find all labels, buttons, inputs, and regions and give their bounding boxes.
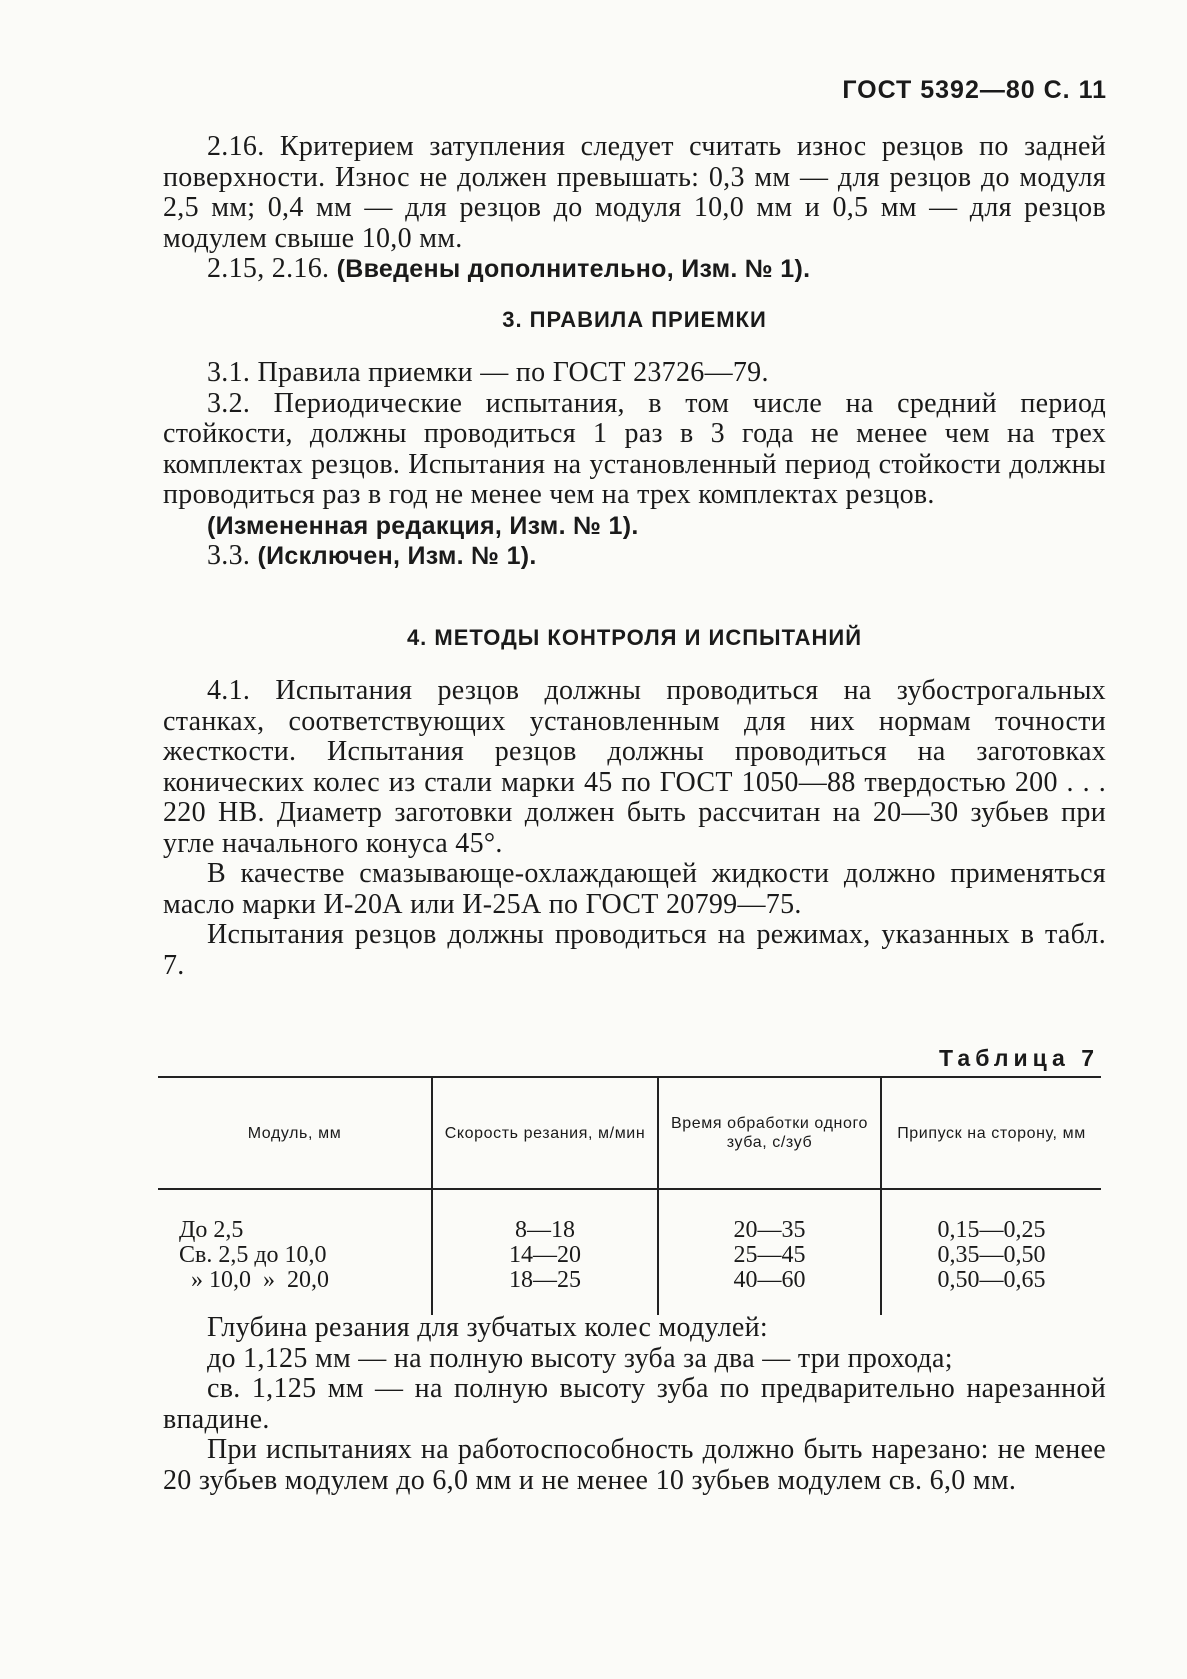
section-3-block <box>163 305 1106 336</box>
table-cell: 0,35—0,50 <box>937 1242 1046 1268</box>
paragraph-2-16: 2.16. Критерием затупления следует считать износ резцов по задней поверхности. Износ не должен превышать: 0,3 мм — для резцов до модуля 2,5 мм; 0,4 мм — для резцов до модуля 10,0 мм и 0,5 мм — для резцов модулем свыше 10,0 мм. <box>163 131 1106 254</box>
paragraph-depth-title: Глубина резания для зубчатых колес модулей: <box>207 1312 768 1343</box>
section-4-block <box>163 623 1106 654</box>
column-cutting-speed <box>431 1190 657 1315</box>
table-cell: 20—35 <box>733 1217 806 1243</box>
table-cell: 0,15—0,25 <box>937 1217 1046 1243</box>
header-allowance: Припуск на сторону, мм <box>880 1078 1101 1188</box>
amendment-note-3-2: (Измененная редакция, Изм. № 1). <box>207 511 639 540</box>
table-cell: До 2,5 <box>179 1217 244 1243</box>
paragraph-workability: При испытаниях на работоспособность должно быть нарезано: не менее 20 зубьев модулем до 6,0 мм и не менее 10 зубьев модулем св. 6,0 мм. <box>163 1434 1106 1496</box>
paragraph-test-modes: Испытания резцов должны проводиться на режимах, указанных в табл. 7. <box>163 919 1106 981</box>
paragraph-4-1: 4.1. Испытания резцов должны проводиться на зубострогальных станках, соответствующих установленным для них нормам точности жесткости. Испытания резцов должны проводиться на заготовках конических колес из стали марки 45 по ГОСТ 1050—88 твердостью 200 . . . 220 HB. Диаметр заготовки должен быть рассчитан на 20—30 зубьев при угле начального конуса 45°. <box>163 675 1106 859</box>
section-3-heading: 3. ПРАВИЛА ПРИЕМКИ <box>502 307 767 332</box>
paragraph-3-1: 3.1. Правила приемки — по ГОСТ 23726—79. <box>207 357 769 388</box>
paragraph-3-3: 3.3. (Исключен, Изм. № 1). <box>207 540 537 571</box>
amendment-note-2-15-2-16: 2.15, 2.16. (Введены дополнительно, Изм. № 1). <box>207 253 811 284</box>
header-module: Модуль, мм <box>247 1124 342 1142</box>
table-7-caption: Таблица 7 <box>938 1045 1099 1071</box>
amendment-note-bold: (Введены дополнительно, Изм. № 1). <box>336 255 811 283</box>
section-4-heading: 4. МЕТОДЫ КОНТРОЛЯ И ИСПЫТАНИЙ <box>406 625 863 650</box>
running-head: ГОСТ 5392—80 С. 11 <box>842 76 1107 104</box>
paragraph-depth-1: до 1,125 мм — на полную высоту зуба за два — три прохода; <box>207 1342 953 1374</box>
header-processing-time: Время обработки одного зуба, с/зуб <box>657 1078 880 1188</box>
table-cell: 8—18 <box>515 1217 575 1243</box>
section-4-content <box>163 676 1106 981</box>
column-module <box>158 1190 431 1315</box>
table-cell: 25—45 <box>733 1242 806 1268</box>
table-cell: Св. 2,5 до 10,0 <box>179 1242 327 1268</box>
table-body <box>158 1190 1101 1315</box>
table-header-row <box>158 1078 1101 1190</box>
table-cell: 18—25 <box>509 1267 581 1293</box>
table-cell: 14—20 <box>509 1242 581 1268</box>
paragraph-3-2: 3.2. Периодические испытания, в том числе на средний период стойкости, должны проводиться 1 раз в 3 года не менее чем на трех комплектах резцов. Испытания на установленный период стойкости должны проводиться раз в год не менее чем на трех комплектах резцов. <box>163 387 1106 510</box>
header-cutting-speed: Скорость резания, м/мин <box>431 1078 657 1188</box>
table-cell: 40—60 <box>733 1267 806 1293</box>
column-processing-time <box>657 1190 880 1315</box>
paragraph-depth-2: св. 1,125 мм — на полную высоту зуба по предварительно нарезанной впадине. <box>163 1373 1106 1435</box>
table-cell: » 10,0 » 20,0 <box>179 1267 329 1293</box>
section-2-block <box>163 132 1106 285</box>
after-table-content <box>163 1313 1106 1496</box>
table-7 <box>158 1076 1101 1315</box>
column-allowance <box>880 1190 1101 1315</box>
paragraph-coolant: В качестве смазывающе-охлаждающей жидкости должно применяться масло марки И-20А или И-25А по ГОСТ 20799—75. <box>163 858 1106 920</box>
section-3-content <box>163 358 1106 572</box>
table-cell: 0,50—0,65 <box>937 1267 1046 1293</box>
